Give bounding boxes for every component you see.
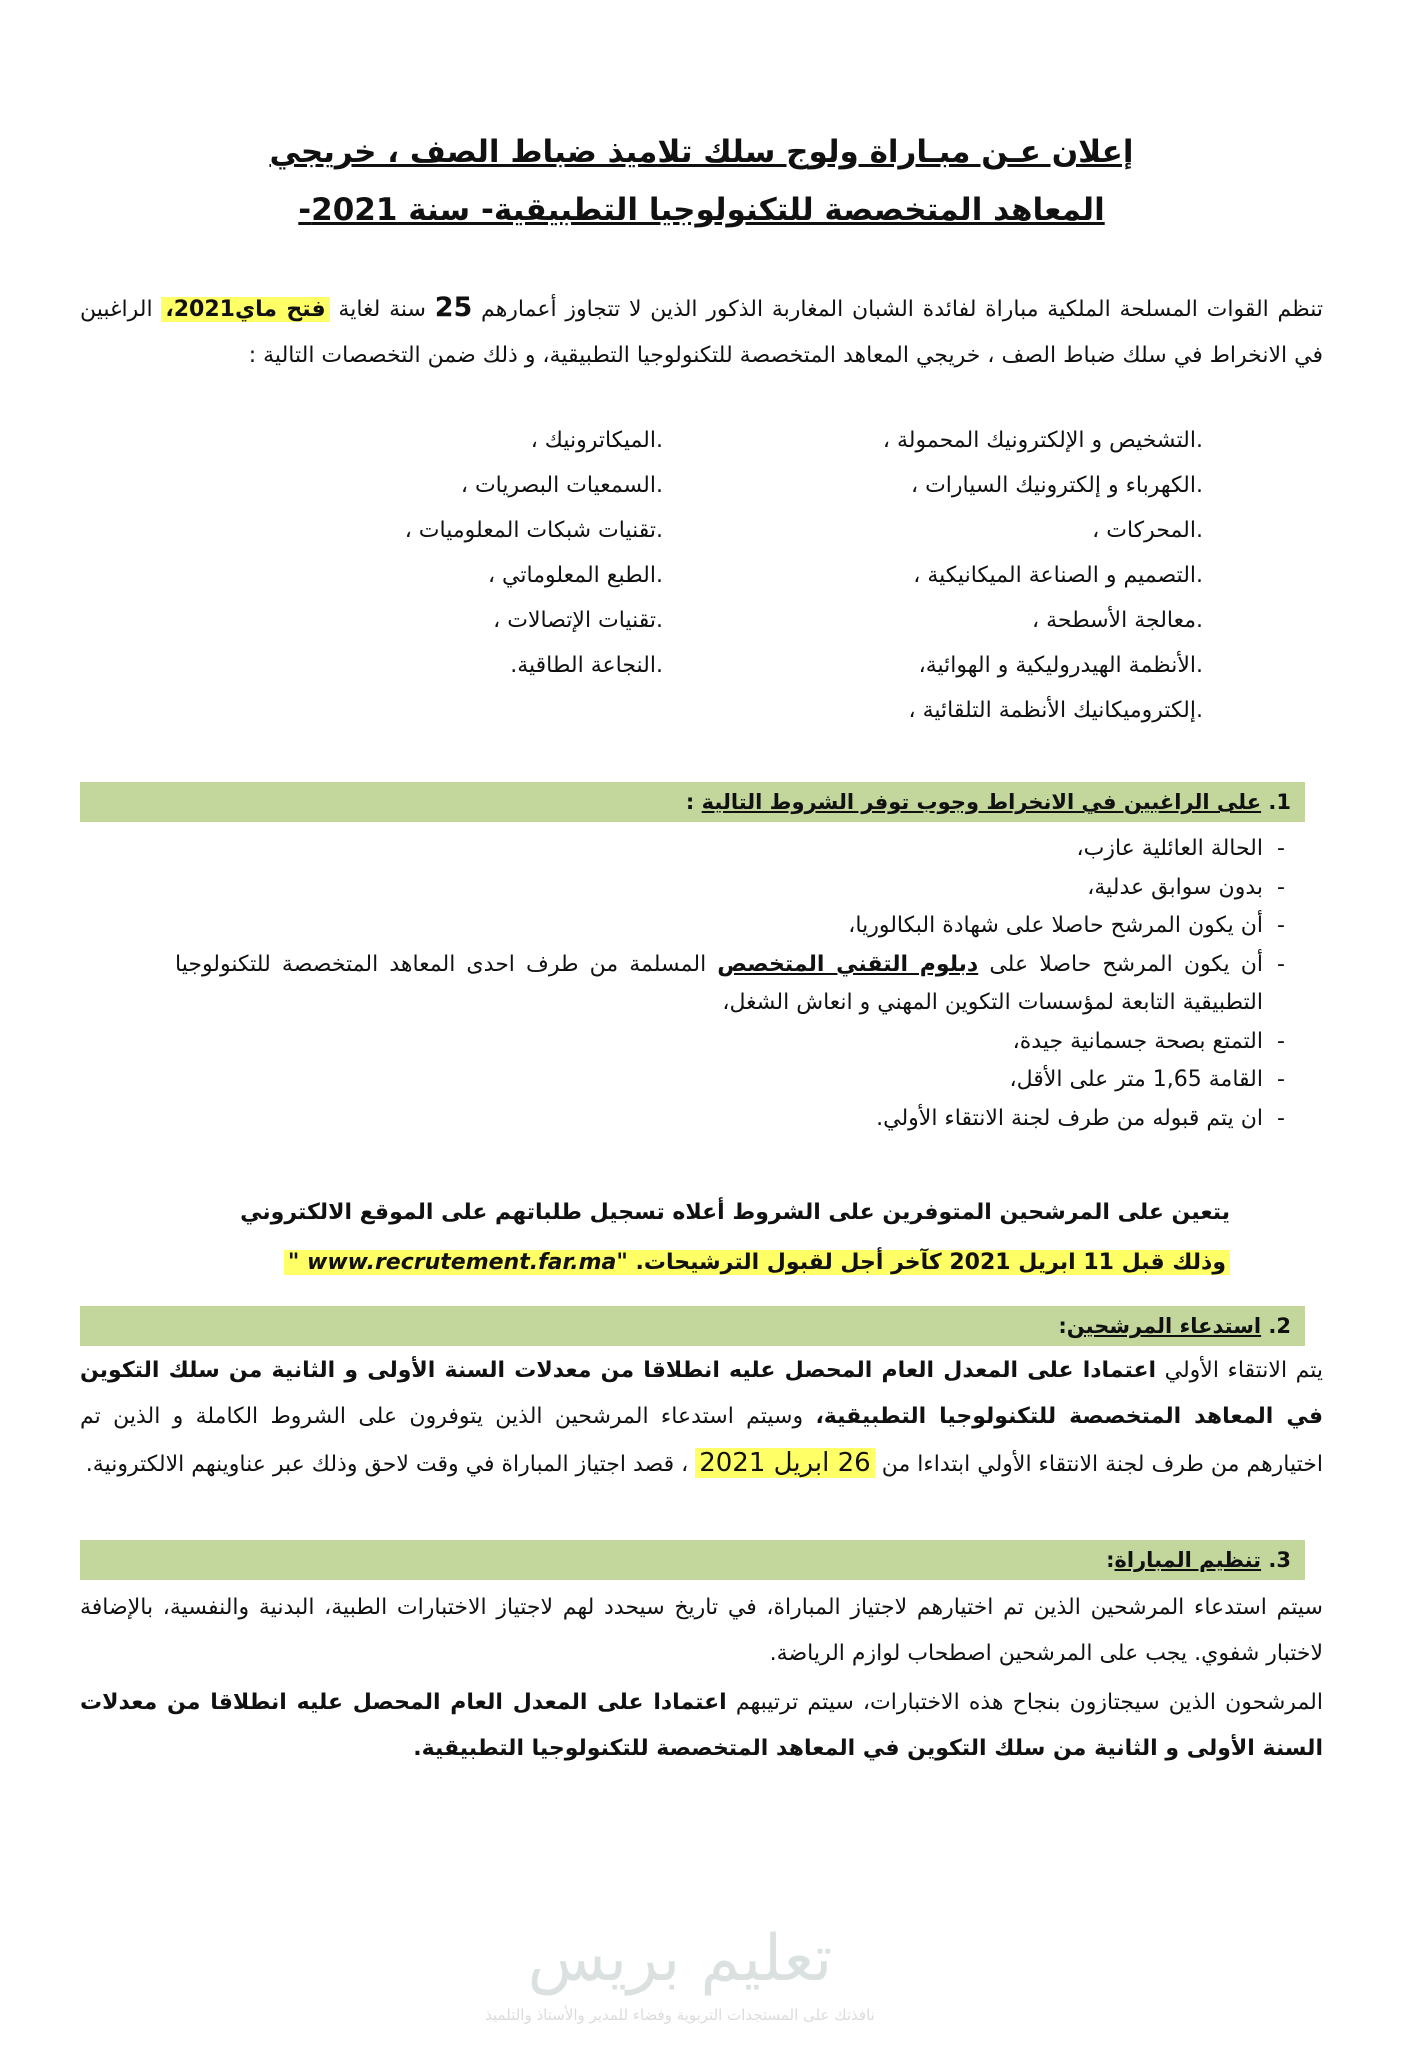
intro-text-1: تنظم القوات المسلحة الملكية مباراة لفائدة الشبان المغاربة الذكور الذين لا تتجاوز أعمارهم xyxy=(481,297,1323,322)
specialty-item: .الميكاترونيك ، xyxy=(530,428,663,453)
condition-item: - ان يتم قبوله من طرف لجنة الانتقاء الأولي. xyxy=(175,1100,1285,1139)
age-limit: 25 xyxy=(434,292,473,323)
watermark-logo-text: تعليم بريس xyxy=(527,1922,833,1996)
specialty-item: .إلكتروميكانيك الأنظمة التلقائية ، xyxy=(908,698,1203,723)
section3-p2-pre: المرشحون الذين سيجتازون بنجاح هذه الاختبارات، سيتم ترتيبهم xyxy=(735,1690,1323,1715)
intro-text-2: سنة لغاية xyxy=(338,297,426,322)
specialty-item: .الطبع المعلوماتي ، xyxy=(487,563,663,588)
announcement-title-line1: إعلان عـن مبـاراة ولوج سلك تلاميذ ضباط الصف ، خريجي xyxy=(269,134,1134,170)
section2-text-bold: اعتمادا على المعدل العام المحصل عليه انطلاقا من معدلات السنة الأولى و الثانية من سلك التكوين في المعاهد المتخصصة للتكنولوجيا التطبيقية، xyxy=(80,1358,1323,1429)
section1-colon: : xyxy=(685,790,702,814)
watermark-logo xyxy=(470,1885,890,2035)
specialty-item: .تقنيات شبكات المعلوميات ، xyxy=(404,518,663,543)
section3-paragraph2 xyxy=(80,1680,1323,1772)
convocation-date: 26 ابريل 2021 xyxy=(695,1448,875,1478)
condition-item: - بدون سوابق عدلية، xyxy=(175,869,1285,908)
section2-number: 2. xyxy=(1268,1314,1291,1338)
specialty-item: .المحركات ، xyxy=(1092,518,1203,543)
section3-heading: تنظيم المباراة xyxy=(1114,1548,1262,1572)
diploma-post: المسلمة من طرف احدى المعاهد المتخصصة للتكنولوجيا التطبيقية التابعة لمؤسسات التكوين المهني و انعاش الشغل، xyxy=(175,951,1263,1015)
specialty-item: .تقنيات الإتصالات ، xyxy=(493,608,663,633)
section3-paragraph1: سيتم استدعاء المرشحين الذين تم اختيارهم لاجتياز المباراة، في تاريخ سيحدد لهم لاجتياز الاختبارات الطبية، البدنية والنفسية، بالإضافة لاختبار شفوي. يجب على المرشحين اصطحاب لوازم الرياضة. xyxy=(80,1595,1323,1666)
section2-colon: : xyxy=(1058,1314,1067,1338)
site-watermark xyxy=(470,1885,890,2035)
registration-notice xyxy=(100,1188,1230,1288)
section2-heading: استدعاء المرشحين xyxy=(1066,1314,1262,1338)
registration-deadline: وذلك قبل 11 ابريل 2021 كآخر أجل لقبول الترشيحات. xyxy=(635,1250,1226,1275)
condition-item: - الحالة العائلية عازب، xyxy=(175,830,1285,869)
specialty-item: .الأنظمة الهيدروليكية و الهوائية، xyxy=(918,653,1203,678)
section2-text-mid: وسيتم استدعاء المرشحين الذين يتوفرون على الشروط الكاملة و الذين تم اختيارهم من طرف لجنة الانتقاء الأولي ابتداءا من xyxy=(80,1404,1323,1477)
diploma-pre: أن يكون المرشح حاصلا على xyxy=(989,951,1263,977)
section1-header xyxy=(80,782,1305,822)
condition-item: - القامة 1,65 متر على الأقل، xyxy=(175,1061,1285,1100)
specialty-item: .الكهرباء و إلكترونيك السيارات ، xyxy=(910,473,1203,498)
specialty-item: .معالجة الأسطحة ، xyxy=(1031,608,1203,633)
condition-item: - التمتع بصحة جسمانية جيدة، xyxy=(175,1023,1285,1062)
conditions-list xyxy=(175,830,1285,1138)
specialty-item: .التشخيص و الإلكترونيك المحمولة ، xyxy=(882,428,1203,453)
section3-header xyxy=(80,1540,1305,1580)
section2-paragraph xyxy=(80,1348,1323,1488)
condition-item: - أن يكون المرشح حاصلا على شهادة البكالوريا، xyxy=(175,907,1285,946)
specialty-item: .النجاعة الطاقية. xyxy=(510,653,663,678)
intro-paragraph xyxy=(80,285,1323,379)
announcement-title-line2: المعاهد المتخصصة للتكنولوجيا التطبيقية- سنة 2021- xyxy=(298,192,1105,228)
section1-number: 1. xyxy=(1268,790,1291,814)
section2-header xyxy=(80,1306,1305,1346)
section2-text-pre: يتم الانتقاء الأولي xyxy=(1164,1358,1323,1383)
condition-item-diploma xyxy=(175,946,1285,1023)
specialty-item: .السمعيات البصريات ، xyxy=(460,473,663,498)
deadline-highlight: فتح ماي2021، xyxy=(161,297,329,322)
recruitment-website-link[interactable]: " www.recrutement.far.ma" xyxy=(287,1250,628,1275)
intro-text-3: الراغبين في الانخراط في سلك ضباط الصف ، خريجي المعاهد المتخصصة للتكنولوجيا التطبيقية، و ذلك ضمن التخصصات التالية : xyxy=(80,297,1323,368)
watermark-tagline: نافذتك على المستجدات التربوية وفضاء للمدير والأستاذ والتلميذ xyxy=(485,2006,875,2024)
specialties-left-column xyxy=(333,418,663,688)
section1-heading: على الراغبين في الانخراط وجوب توفر الشروط التالية xyxy=(701,790,1262,814)
section3-number: 3. xyxy=(1268,1548,1291,1572)
diploma-name: دبلوم التقني المتخصص xyxy=(717,951,979,977)
registration-deadline-highlight xyxy=(284,1250,1230,1275)
section3-p2-bold: اعتمادا على المعدل العام المحصل عليه انطلاقا من معدلات السنة الأولى و الثانية من سلك التكوين في المعاهد المتخصصة للتكنولوجيا التطبيقية. xyxy=(80,1690,1323,1761)
section2-text-end: ، قصد اجتياز المباراة في وقت لاحق وذلك عبر عناوينهم الالكترونية. xyxy=(85,1452,689,1477)
specialties-right-column xyxy=(723,418,1203,733)
registration-line1: يتعين على المرشحين المتوفرين على الشروط أعلاه تسجيل طلباتهم على الموقع الالكتروني xyxy=(240,1200,1230,1225)
specialty-item: .التصميم و الصناعة الميكانيكية ، xyxy=(913,563,1203,588)
section3-colon: : xyxy=(1106,1548,1115,1572)
